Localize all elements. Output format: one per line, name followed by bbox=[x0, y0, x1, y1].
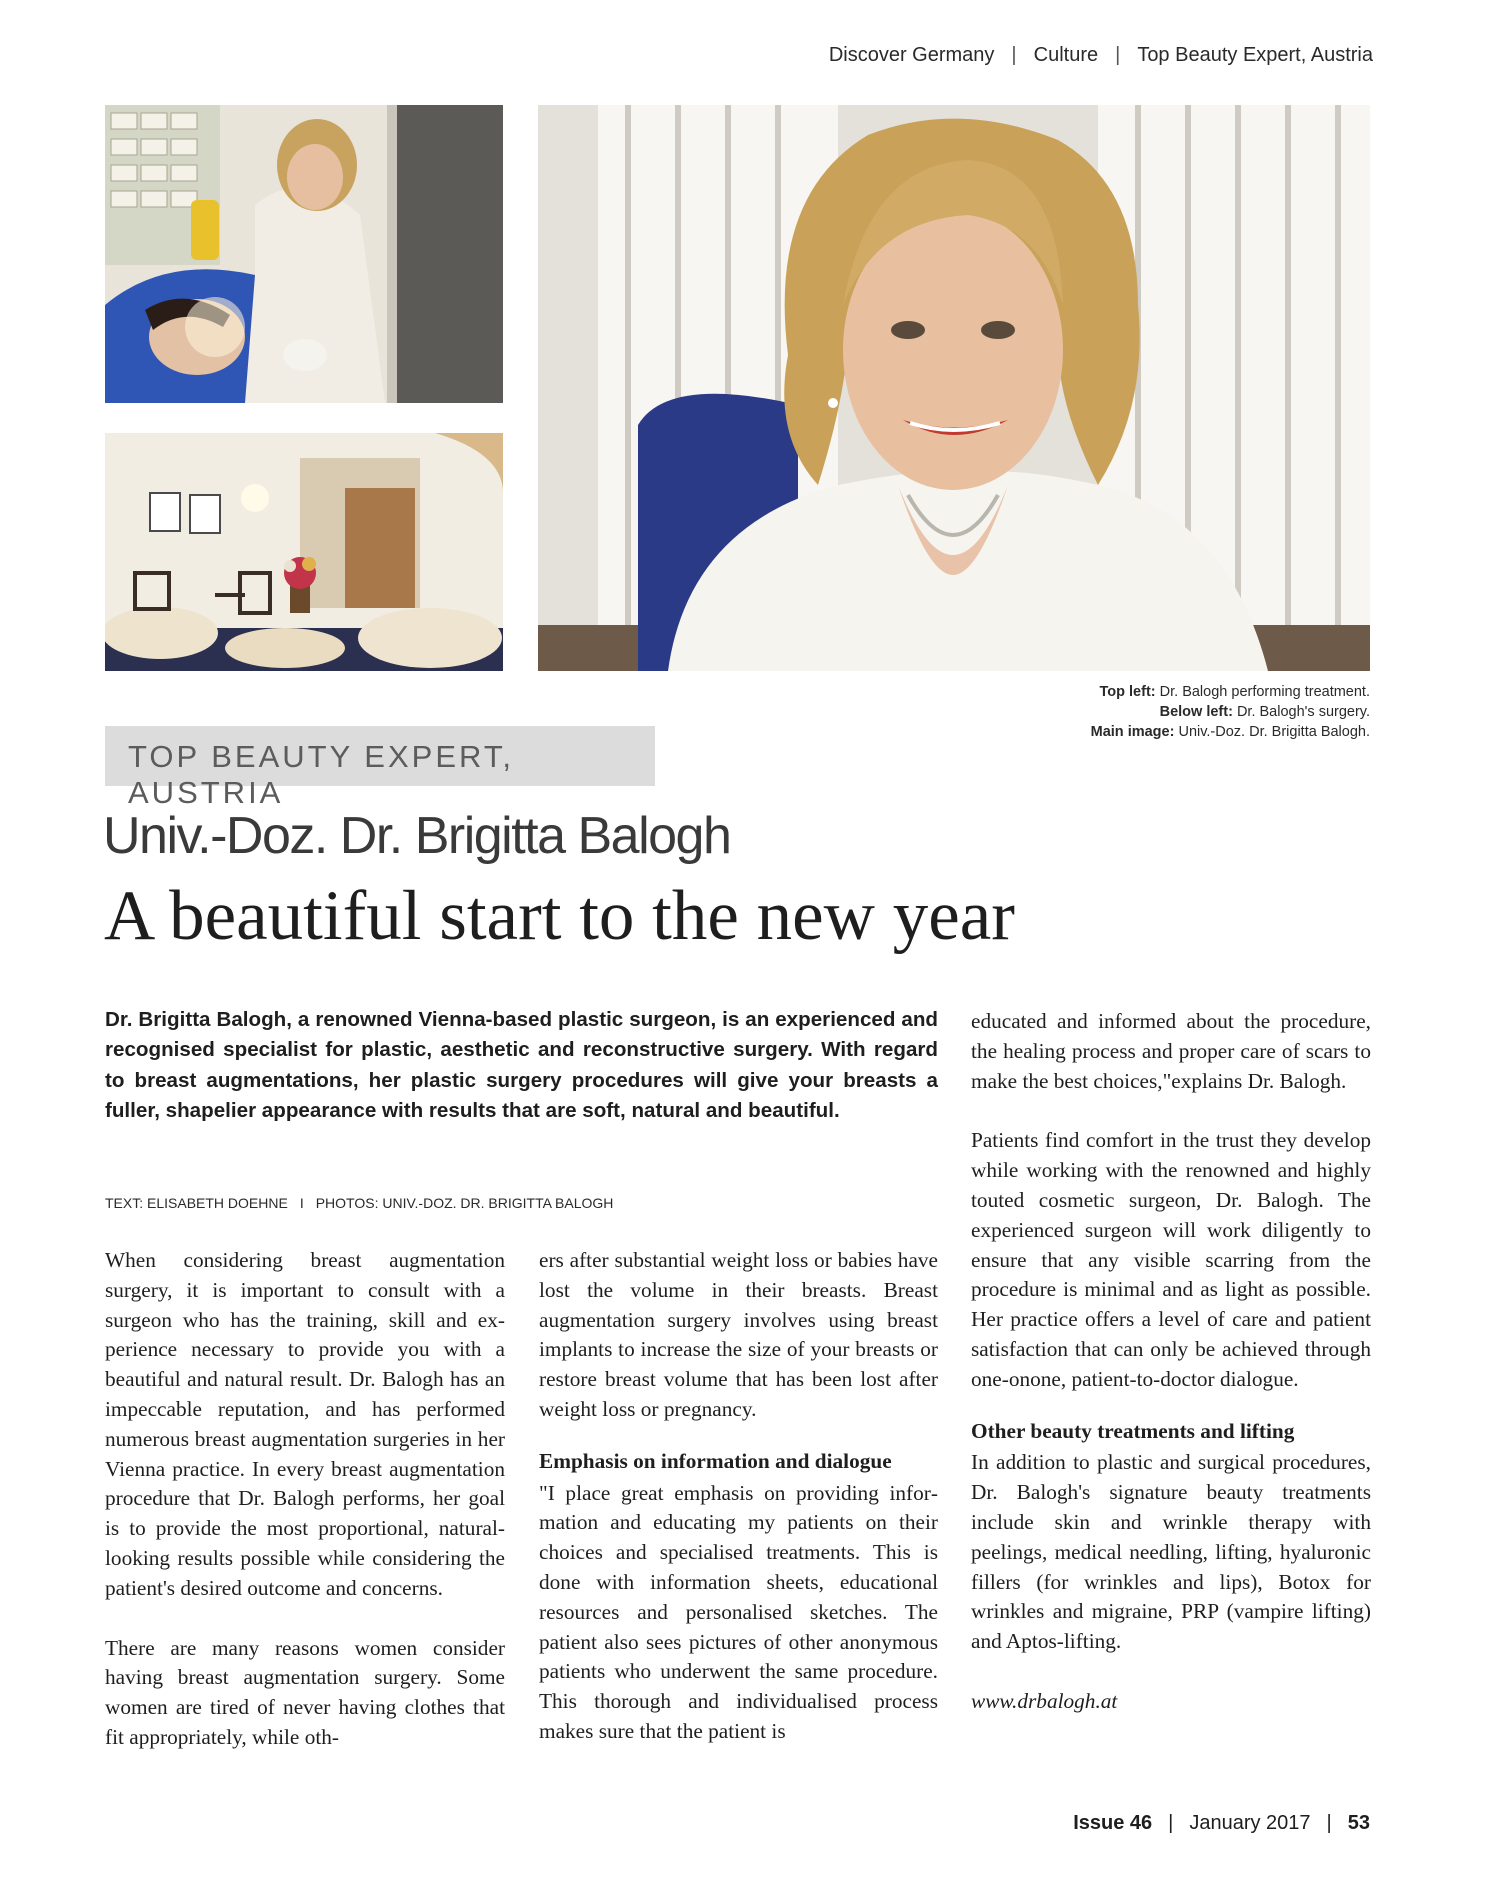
author-name: Univ.-Doz. Dr. Brigitta Balogh bbox=[103, 807, 731, 865]
photo-captions bbox=[1091, 682, 1370, 742]
photo-treatment bbox=[105, 105, 503, 403]
article-credits bbox=[105, 1195, 613, 1211]
body-paragraph: ers after substantial weight loss or babies have lost the volume in their breasts. Breast augmentation surgery involves using breast implants to increase the size of your breasts or restore breast volume that has been lost after weight loss or pregnancy. bbox=[539, 1248, 938, 1421]
caption-below-left: Below left: Dr. Balogh's surgery. bbox=[1159, 704, 1370, 720]
credit-photos: PHOTOS: UNIV.-DOZ. DR. BRIGITTA BALOGH bbox=[315, 1195, 614, 1211]
caption-main-image: Main image: Univ.-Doz. Dr. Brigitta Balogh. bbox=[1090, 724, 1370, 740]
section-kicker bbox=[105, 726, 655, 810]
footer-separator: | bbox=[1326, 1812, 1332, 1834]
body-paragraph: In addition to plastic and surgical procedures, Dr. Balogh's signature beauty treatments include skin and wrinkle therapy with peelings, medical needling, lifting, hyaluronic fillers (for wrinkles and lips), Botox for wrinkles and migraine, PRP (vampire lifting) and Aptos-lifting. bbox=[971, 1450, 1371, 1654]
breadcrumb bbox=[829, 44, 1373, 67]
body-paragraph: When considering breast augmentation surgery, it is important to consult with a surgeon who has the training, skill and experience necessary to provide you with a beautiful and natural result. Dr. Balogh has an impeccable reputation, and has performed numerous breast augmentation surgeries in her Vienna practice. In every breast augmentation procedure that Dr. Balogh performs, her goal is to provide the most proportional, natural-looking results possible while considering the patient's desired outcome and concerns. bbox=[105, 1248, 505, 1600]
kicker-label: TOP BEAUTY EXPERT, AUSTRIA bbox=[128, 739, 514, 810]
body-paragraph: Patients find comfort in the trust they develop while working with the renowned and highly touted cosmetic surgeon, Dr. Balogh. The experienced surgeon will work diligently to ensure that any visible scarring from the procedure is minimal and as light as possible. Her practice offers a level of care and patient satisfaction that can only be achieved through one-onone, patient-to-doctor dialogue. bbox=[971, 1128, 1371, 1391]
photo-surgery bbox=[105, 433, 503, 671]
portrait-illustration bbox=[538, 105, 1370, 671]
subheading-other-treatments: Other beauty treatments and lifting bbox=[971, 1418, 1295, 1443]
breadcrumb-separator: | bbox=[1115, 44, 1121, 66]
body-paragraph: educated and informed about the procedure, the healing process and proper care of scars to make the best choices,"explains Dr. Balogh. bbox=[971, 1009, 1371, 1093]
website-link[interactable]: www.drbalogh.at bbox=[971, 1688, 1118, 1713]
page-footer bbox=[1073, 1812, 1370, 1835]
treatment-illustration bbox=[105, 105, 503, 403]
body-paragraph: There are many reasons women consider having breast augmentation surgery. Some women are tired of never having clothes that fit appropriately, while oth- bbox=[105, 1635, 505, 1749]
breadcrumb-item-topic: Top Beauty Expert, Austria bbox=[1137, 44, 1373, 66]
footer-separator: | bbox=[1168, 1812, 1174, 1834]
subheading-information: Emphasis on information and dialogue bbox=[539, 1448, 892, 1473]
surgery-illustration bbox=[105, 433, 503, 671]
issue-number: Issue 46 bbox=[1073, 1812, 1153, 1834]
body-column-1 bbox=[105, 1246, 505, 1753]
issue-date: January 2017 bbox=[1189, 1812, 1311, 1834]
breadcrumb-item-section: Culture bbox=[1033, 44, 1099, 66]
credit-separator: I bbox=[299, 1195, 304, 1211]
caption-top-left: Top left: Dr. Balogh performing treatment. bbox=[1099, 684, 1370, 700]
body-column-2 bbox=[539, 1246, 938, 1747]
photo-portrait-main bbox=[538, 105, 1370, 671]
breadcrumb-item-magazine: Discover Germany bbox=[828, 44, 995, 66]
intro-paragraph: Dr. Brigitta Balogh, a renowned Vienna-based plastic surgeon, is an experienced and recognised specialist for plastic, aesthetic and reconstructive surgery. With regard to breast augmentations, her plastic surgery procedures will give your breasts a fuller, shapelier appearance with results that are soft, natural and beautiful. bbox=[105, 1008, 938, 1122]
breadcrumb-separator: | bbox=[1011, 44, 1017, 66]
credit-text: TEXT: ELISABETH DOEHNE bbox=[105, 1195, 288, 1211]
body-column-3 bbox=[971, 1007, 1371, 1717]
body-paragraph: "I place great emphasis on providing information and educating my patients on their choices and specialised treatments. This is done with information sheets, educational resources and personalised sketches. The patient also sees pictures of other anonymous patients who underwent the same procedure. This thorough and individualised process makes sure that the patient is bbox=[539, 1480, 938, 1743]
page-title: A beautiful start to the new year bbox=[104, 877, 1015, 955]
page-number: 53 bbox=[1347, 1812, 1370, 1834]
